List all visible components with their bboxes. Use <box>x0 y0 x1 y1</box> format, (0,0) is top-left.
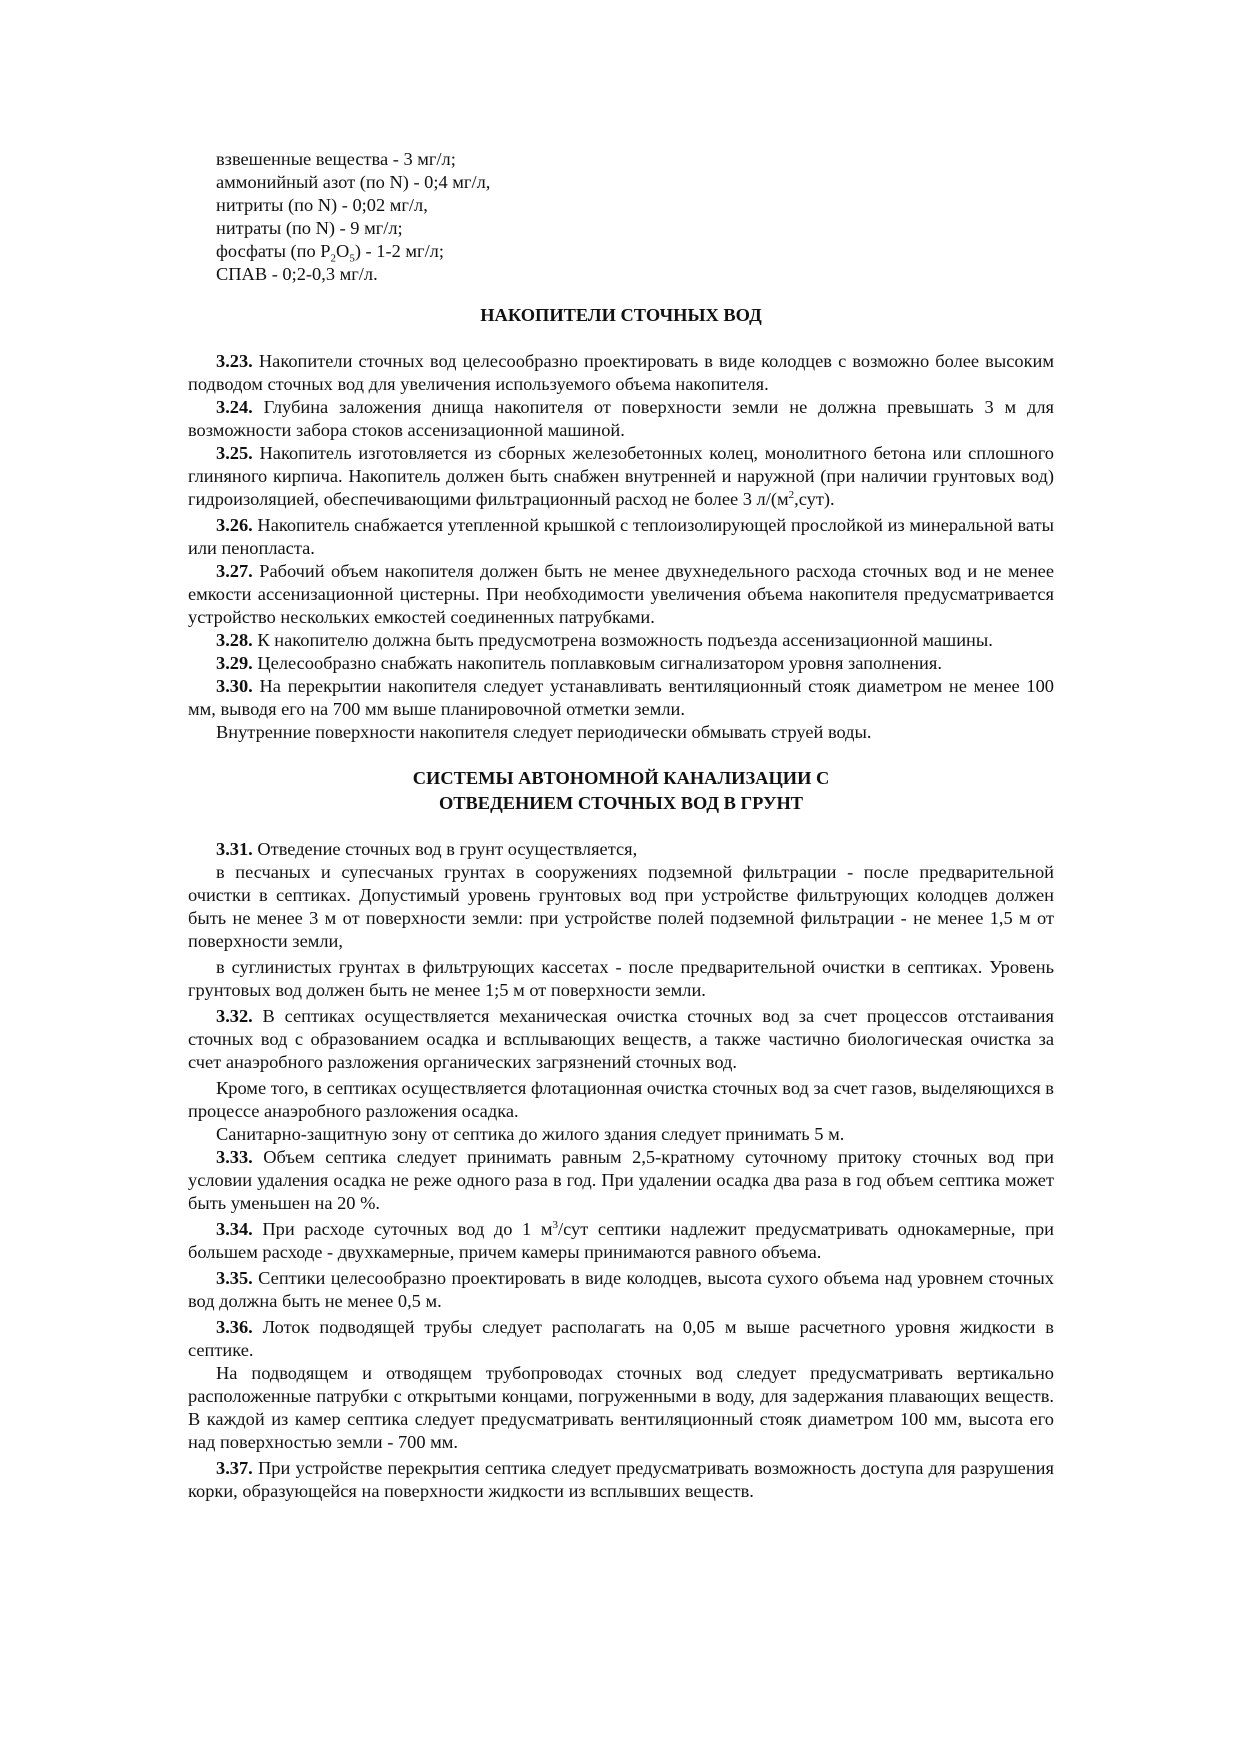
superscript: 3 <box>552 1218 558 1231</box>
clause-number: 3.37. <box>216 1458 253 1478</box>
paragraph <box>188 721 1054 744</box>
section-heading-line: СИСТЕМЫ АВТОНОМНОЙ КАНАЛИЗАЦИИ С <box>412 768 830 788</box>
section-heading-line: ОТВЕДЕНИЕМ СТОЧНЫХ ВОД В ГРУНТ <box>438 793 804 813</box>
paragraph-text: в песчаных и супесчаных грунтах в сооружениях подземной фильтрации - после предварительной очистки в септиках. Допустимый уровень грунтовых вод при устройстве фильтрующих колодцев должен быть не менее 3 м от поверхности земли: при устройстве полей подземной фильтрации - не менее 1,5 м от поверхности земли, <box>188 862 1054 951</box>
paragraph <box>188 956 1054 1002</box>
paragraph-text: На перекрытии накопителя следует устанавливать вентиляционный стояк диаметром не менее 100 мм, выводя его на 700 мм выше планировочной отметки земли. <box>188 676 1054 719</box>
subscript: 5 <box>349 252 355 265</box>
paragraph <box>188 838 1054 861</box>
list-item <box>216 240 1054 263</box>
paragraph-text: Внутренние поверхности накопителя следует периодически обмывать струей воды. <box>216 722 872 742</box>
paragraph-text: Рабочий объем накопителя должен быть не менее двухнедельного расхода сточных вод и не менее емкости ассенизационной цистерны. При необходимости увеличения объема накопителя предусматривается устройство нескольких емкостей соединенных патрубками. <box>188 561 1054 627</box>
clause-number: 3.35. <box>216 1268 253 1288</box>
paragraph <box>188 1267 1054 1313</box>
paragraph-text: Санитарно-защитную зону от септика до жилого здания следует принимать 5 м. <box>216 1124 845 1144</box>
clause-number: 3.26. <box>216 515 253 535</box>
paragraph-text: При устройстве перекрытия септика следует предусматривать возможность доступа для разрушения корки, образующейся на поверхности жидкости из всплывших веществ. <box>188 1458 1054 1501</box>
list-item-text: фосфаты (по P <box>216 241 331 261</box>
paragraph <box>188 442 1054 511</box>
paragraph <box>188 652 1054 675</box>
paragraph-text: Накопитель снабжается утепленной крышкой с теплоизолирующей прослойкой из минеральной ваты или пенопласта. <box>188 515 1054 558</box>
paragraph-text: Накопитель изготовляется из сборных железобетонных колец, монолитного бетона или сплошного глиняного кирпича. Накопитель должен быть снабжен внутренней и наружной (при наличии грунтовых вод) гидроизоляцией, обеспечивающими фильтрационный расход не более 3 л/(м <box>188 443 1054 509</box>
paragraph-text: На подводящем и отводящем трубопроводах сточных вод следует предусматривать вертикально расположенные патрубки с открытыми концами, погруженными в воду, для задержания плавающих веществ. В каждой из камер септика следует предусматривать вентиляционный стояк диаметром 100 мм, высота его над поверхностью земли - 700 мм. <box>188 1363 1054 1452</box>
list-item-text: O <box>336 241 350 261</box>
paragraph <box>188 560 1054 629</box>
clause-number: 3.25. <box>216 443 253 463</box>
clause-number: 3.29. <box>216 653 253 673</box>
paragraph <box>188 1218 1054 1264</box>
paragraph-text: Септики целесообразно проектировать в виде колодцев, высота сухого объема над уровнем сточных вод должна быть не менее 0,5 м. <box>188 1268 1054 1311</box>
paragraph <box>188 1362 1054 1454</box>
paragraph-text: К накопителю должна быть предусмотрена возможность подъезда ассенизационной машины. <box>257 630 993 650</box>
list-item-text: ) - 1-2 мг/л; <box>354 241 444 261</box>
section-heading <box>188 766 1054 816</box>
clause-number: 3.23. <box>216 351 253 371</box>
clause-number: 3.34. <box>216 1219 253 1239</box>
paragraph-text: /сут септики надлежит предусматривать однокамерные, при большем расходе - двухкамерные, причем камеры принимаются равного объема. <box>188 1219 1054 1262</box>
subscript: 2 <box>330 252 337 265</box>
clause-number: 3.27. <box>216 561 253 581</box>
paragraph-text: Кроме того, в септиках осуществляется флотационная очистка сточных вод за счет газов, выделяющихся в процессе анаэробного разложения осадка. <box>188 1078 1054 1121</box>
paragraph <box>188 514 1054 560</box>
paragraph <box>188 1146 1054 1215</box>
list-item: аммонийный азот (по N) - 0;4 мг/л, <box>216 172 491 192</box>
list-item: нитриты (по N) - 0;02 мг/л, <box>216 195 428 215</box>
paragraph-text: Отведение сточных вод в грунт осуществляется, <box>257 839 638 859</box>
list-item: нитраты (по N) - 9 мг/л; <box>216 218 403 238</box>
paragraph-text: Объем септика следует принимать равным 2,5-кратному суточному притоку сточных вод при условии удаления осадка не реже одного раза в год. При удалении осадка два раза в год объем септика может быть уменьшен на 20 %. <box>188 1147 1054 1213</box>
clause-number: 3.33. <box>216 1147 253 1167</box>
paragraph-text: В септиках осуществляется механическая очистка сточных вод за счет процессов отстаивания сточных вод с образованием осадка и всплывающих веществ, а также частично биологическая очистка за счет анаэробного разложения органических загрязнений сточных вод. <box>188 1006 1054 1072</box>
paragraph-text: Целесообразно снабжать накопитель поплавковым сигнализатором уровня заполнения. <box>257 653 942 673</box>
paragraph <box>188 1077 1054 1123</box>
clause-number: 3.32. <box>216 1006 253 1026</box>
intro-list <box>216 148 1054 286</box>
paragraph <box>188 396 1054 442</box>
paragraph <box>188 675 1054 721</box>
paragraph-text: Накопители сточных вод целесообразно проектировать в виде колодцев с возможно более высоким подводом сточных вод для увеличения используемого объема накопителя. <box>188 351 1054 394</box>
superscript: 2 <box>788 488 795 501</box>
clause-number: 3.36. <box>216 1317 253 1337</box>
section-heading: НАКОПИТЕЛИ СТОЧНЫХ ВОД <box>480 305 762 325</box>
paragraph <box>188 1457 1054 1503</box>
paragraph-text: в суглинистых грунтах в фильтрующих кассетах - после предварительной очистки в септиках. Уровень грунтовых вод должен быть не менее 1;5 м от поверхности земли. <box>188 957 1054 1000</box>
paragraph <box>188 350 1054 396</box>
paragraph-text: Лоток подводящей трубы следует располагать на 0,05 м выше расчетного уровня жидкости в септике. <box>188 1317 1054 1360</box>
clause-number: 3.24. <box>216 397 253 417</box>
paragraph-text: Глубина заложения днища накопителя от поверхности земли не должна превышать 3 м для возможности забора стоков ассенизационной машиной. <box>188 397 1054 440</box>
clause-number: 3.30. <box>216 676 253 696</box>
paragraph-text: При расходе суточных вод до 1 м <box>262 1219 553 1239</box>
paragraph <box>188 1005 1054 1074</box>
list-item: СПАВ - 0;2-0,3 мг/л. <box>216 264 378 284</box>
paragraph <box>188 861 1054 953</box>
clause-number: 3.28. <box>216 630 253 650</box>
paragraph <box>188 629 1054 652</box>
clause-number: 3.31. <box>216 839 253 859</box>
paragraph <box>188 1316 1054 1362</box>
paragraph-text: ,сут). <box>794 489 835 509</box>
list-item: взвешенные вещества - 3 мг/л; <box>216 149 456 169</box>
paragraph <box>188 1123 1054 1146</box>
